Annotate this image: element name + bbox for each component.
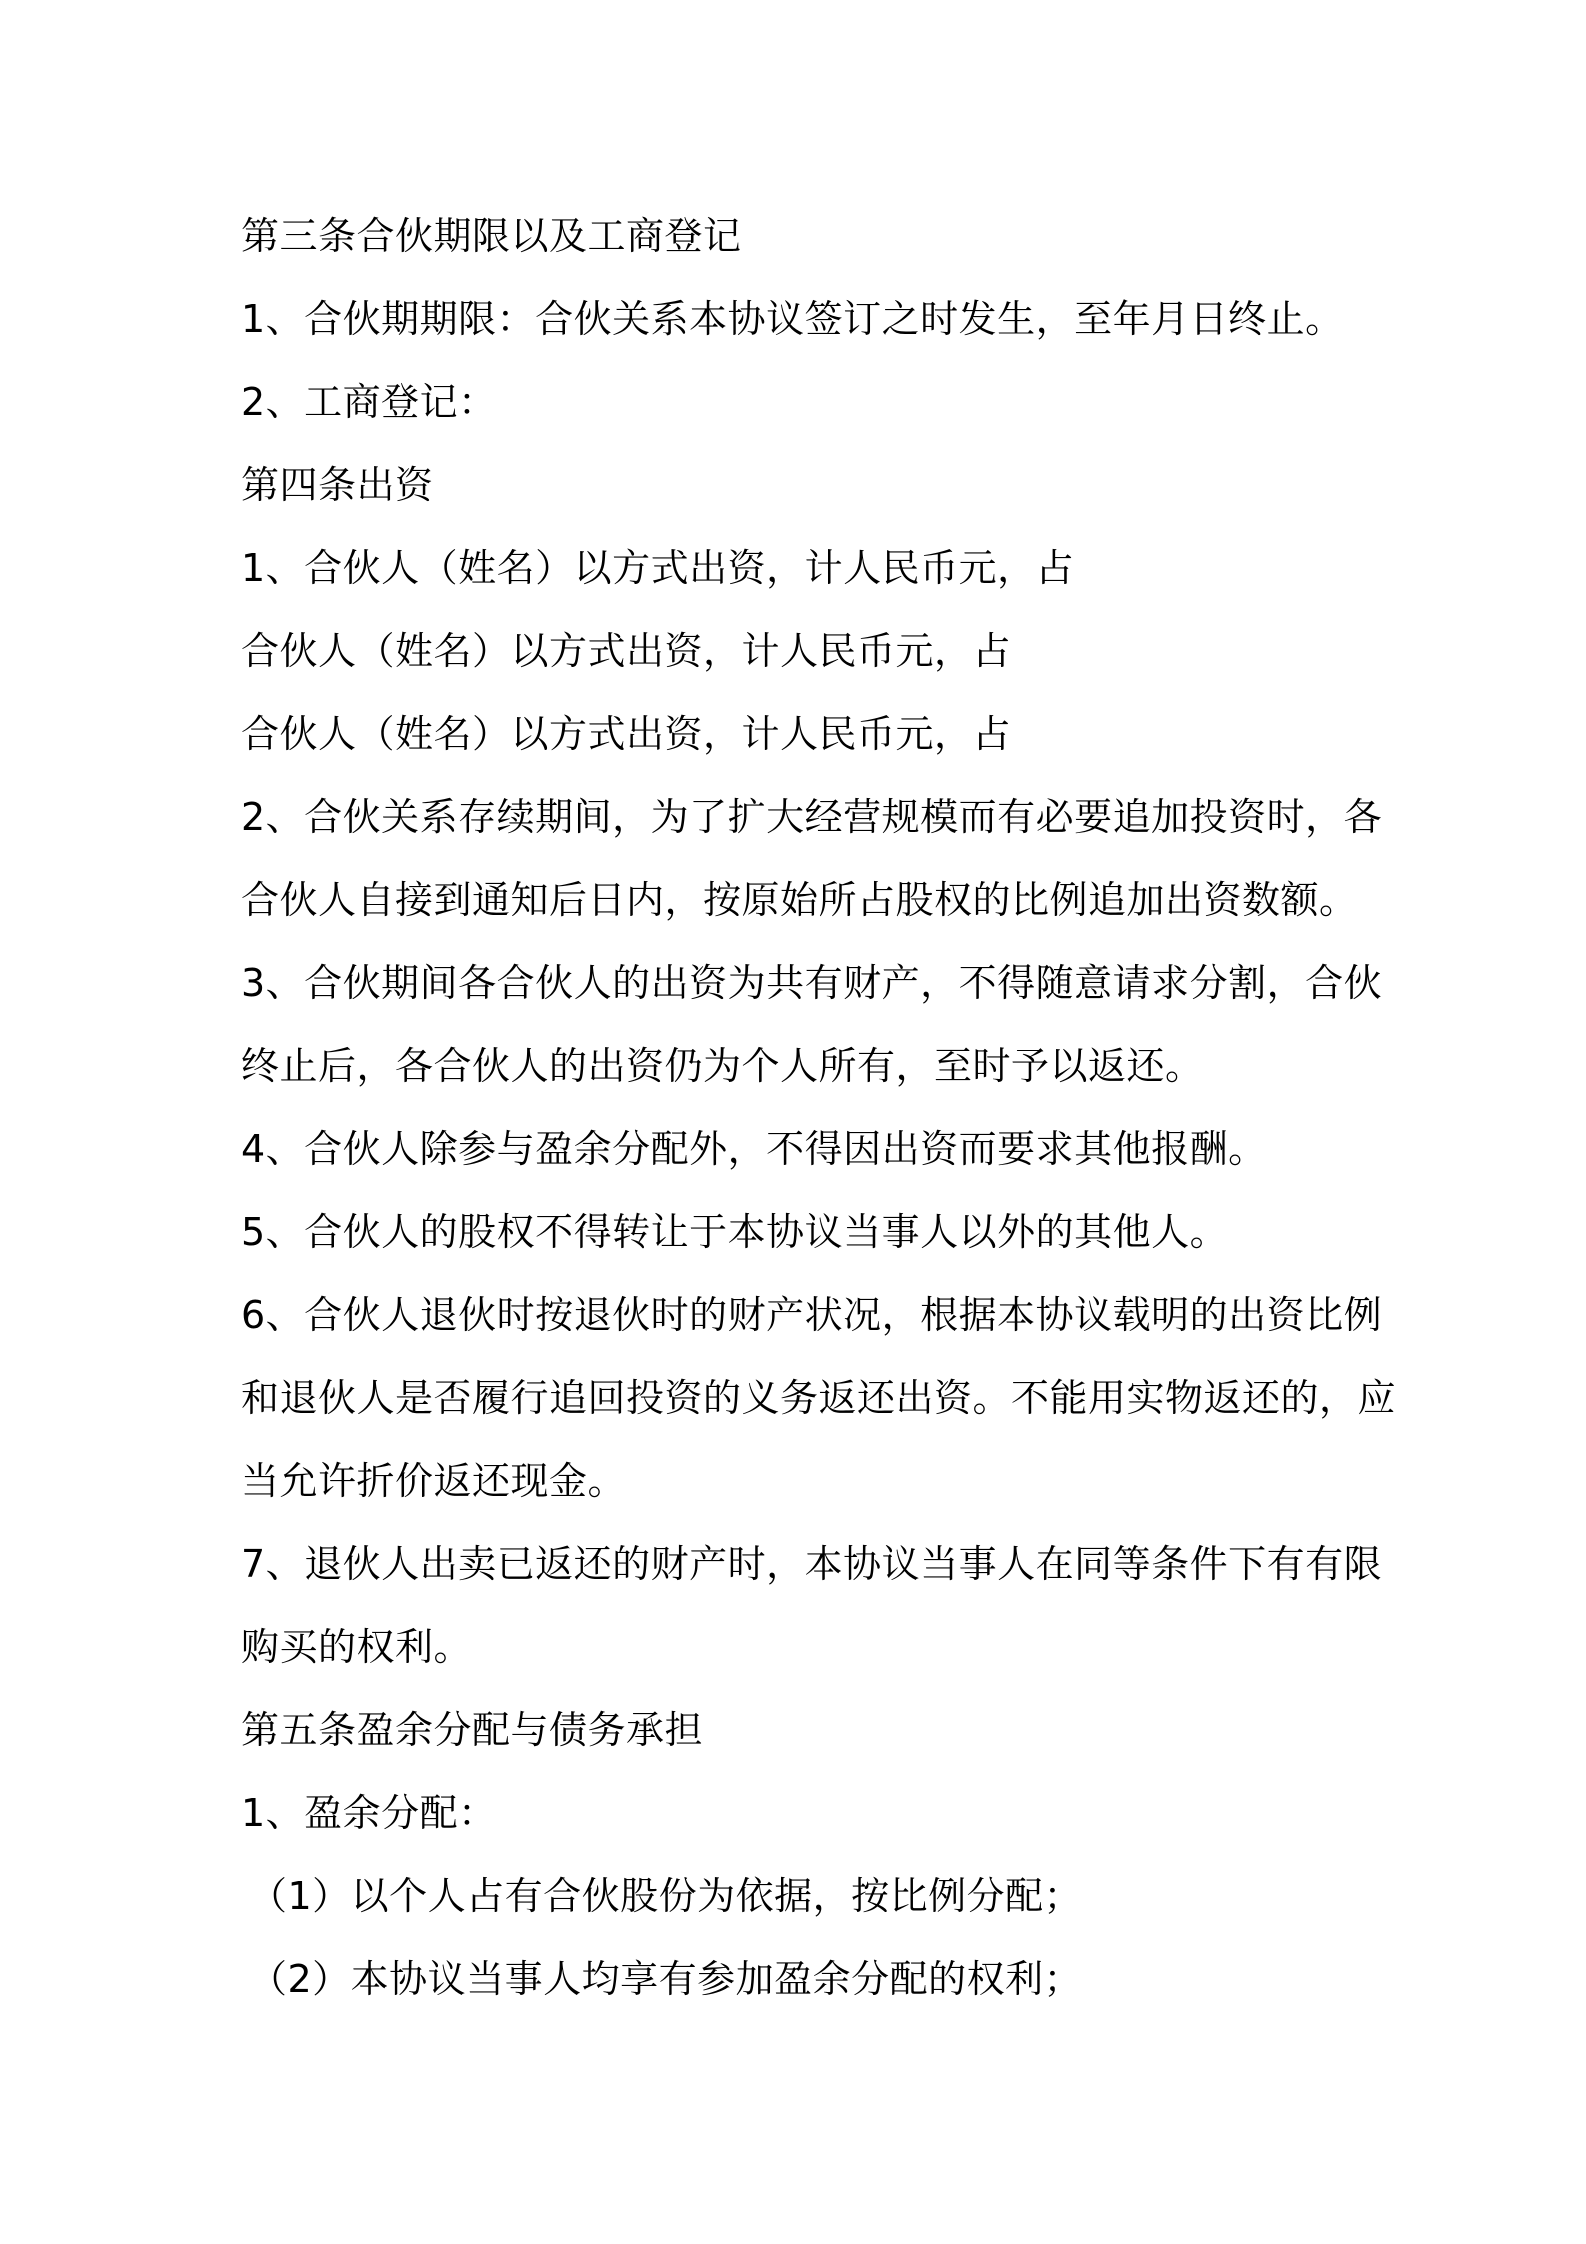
paragraph-line: 1、合伙人（姓名）以方式出资，计人民币元，占 <box>241 546 1075 590</box>
article-3-heading: 第三条合伙期限以及工商登记 <box>241 214 742 258</box>
document-body <box>241 195 1397 2021</box>
paragraph-line: 4、合伙人除参与盈余分配外，不得因出资而要求其他报酬。 <box>241 1127 1267 1171</box>
paragraph-line: 购买的权利。 <box>241 1625 473 1669</box>
paragraph-line: 和退伙人是否履行追回投资的义务返还出资。不能用实物返还的，应 <box>241 1376 1397 1420</box>
paragraph-line: 合伙人自接到通知后日内，按原始所占股权的比例追加出资数额。 <box>241 878 1358 922</box>
paragraph-line: 2、合伙关系存续期间，为了扩大经营规模而有必要追加投资时，各 <box>241 795 1383 839</box>
paragraph-line: 2、工商登记： <box>241 380 497 424</box>
list-item: （2）本协议当事人均享有参加盈余分配的权利； <box>249 1957 1083 2001</box>
paragraph-line: 7、退伙人出卖已返还的财产时，本协议当事人在同等条件下有有限 <box>241 1542 1383 1586</box>
paragraph-line: 1、盈余分配： <box>241 1791 497 1835</box>
article-4-heading: 第四条出资 <box>241 463 434 507</box>
paragraph-line: 6、合伙人退伙时按退伙时的财产状况，根据本协议载明的出资比例 <box>241 1293 1383 1337</box>
paragraph-line: 合伙人（姓名）以方式出资，计人民币元，占 <box>241 629 1012 673</box>
paragraph-line: 1、合伙期期限：合伙关系本协议签订之时发生，至年月日终止。 <box>241 297 1344 341</box>
paragraph-line: 合伙人（姓名）以方式出资，计人民币元，占 <box>241 712 1012 756</box>
paragraph-line: 终止后，各合伙人的出资仍为个人所有，至时予以返还。 <box>241 1044 1204 1088</box>
article-5-heading: 第五条盈余分配与债务承担 <box>241 1708 704 1752</box>
paragraph-line: 当允许折价返还现金。 <box>241 1459 627 1503</box>
paragraph-line: 5、合伙人的股权不得转让于本协议当事人以外的其他人。 <box>241 1210 1229 1254</box>
list-item: （1）以个人占有合伙股份为依据，按比例分配； <box>249 1874 1083 1918</box>
paragraph-line: 3、合伙期间各合伙人的出资为共有财产，不得随意请求分割，合伙 <box>241 961 1383 1005</box>
